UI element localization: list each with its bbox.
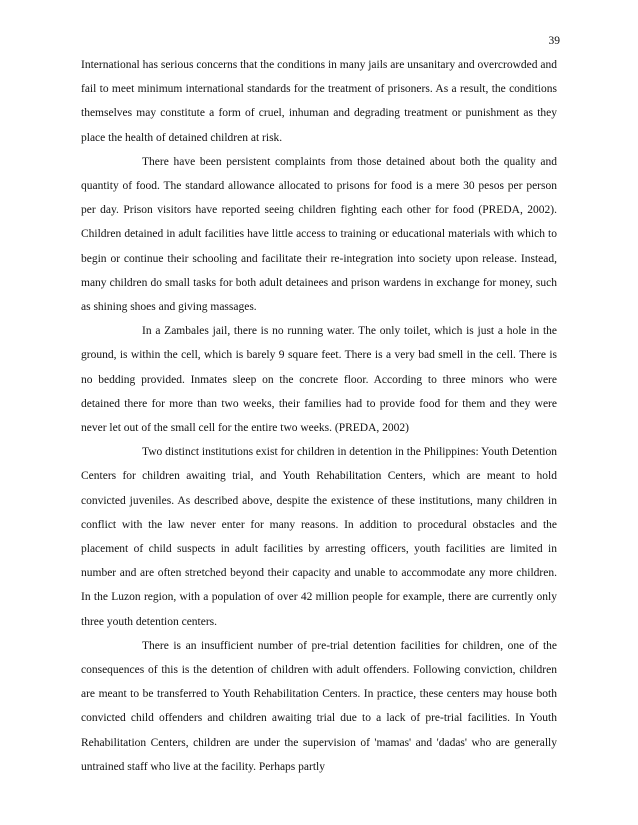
paragraph: In a Zambales jail, there is no running water. The only toilet, which is just a hole in the ground, is within the cell, which is barely 9 square feet. There is a very bad smell in the cell. There is no bedding provided. Inmates sleep on the concrete floor. According to three minors who were detained there for more than two weeks, their families had to provide food for them and they were never let out of the small cell for the entire two weeks. (PREDA, 2002) [81, 325, 557, 435]
paragraph: There is an insufficient number of pre-trial detention facilities for children, one of the consequences of this is the detention of children with adult offenders. Following conviction, children are meant to be transferred to Youth Rehabilitation Centers. In practice, these centers may house both convicted child offenders and children awaiting trial due to a lack of pre-trial facilities. In Youth Rehabilitation Centers, children are under the supervision of 'mamas' and 'dadas' who are generally untrained staff who live at the facility. Perhaps partly [81, 639, 557, 773]
paragraph: Two distinct institutions exist for children in detention in the Philippines: Youth Detention Centers for children awaiting trial, and Youth Rehabilitation Centers, which are meant to hold convicted juveniles. As described above, despite the existence of these institutions, many children in conflict with the law never enter for many reasons. In addition to procedural obstacles and the placement of child suspects in adult facilities by arresting officers, youth facilities are limited in number and are often stretched beyond their capacity and unable to accommodate any more children. In the Luzon region, with a population of over 42 million people for example, there are currently only three youth detention centers. [81, 446, 557, 628]
paragraph: International has serious concerns that the conditions in many jails are unsanitary and overcrowded and fail to meet minimum international standards for the treatment of prisoners. As a result, the conditions themselves may constitute a form of cruel, inhuman and degrading treatment or punishment as they place the health of detained children at risk. [81, 59, 557, 144]
paragraph: There have been persistent complaints from those detained about both the quality and quantity of food. The standard allowance allocated to prisons for food is a mere 30 pesos per person per day. Prison visitors have reported seeing children fighting each other for food (PREDA, 2002). Children detained in adult facilities have little access to training or educational materials with which to begin or continue their schooling and facilitate their re-integration into society upon release. Instead, many children do small tasks for both adult detainees and prison wardens in exchange for money, such as shining shoes and giving massages. [81, 155, 557, 314]
page-number: 39 [548, 35, 560, 47]
body-text [81, 53, 557, 779]
